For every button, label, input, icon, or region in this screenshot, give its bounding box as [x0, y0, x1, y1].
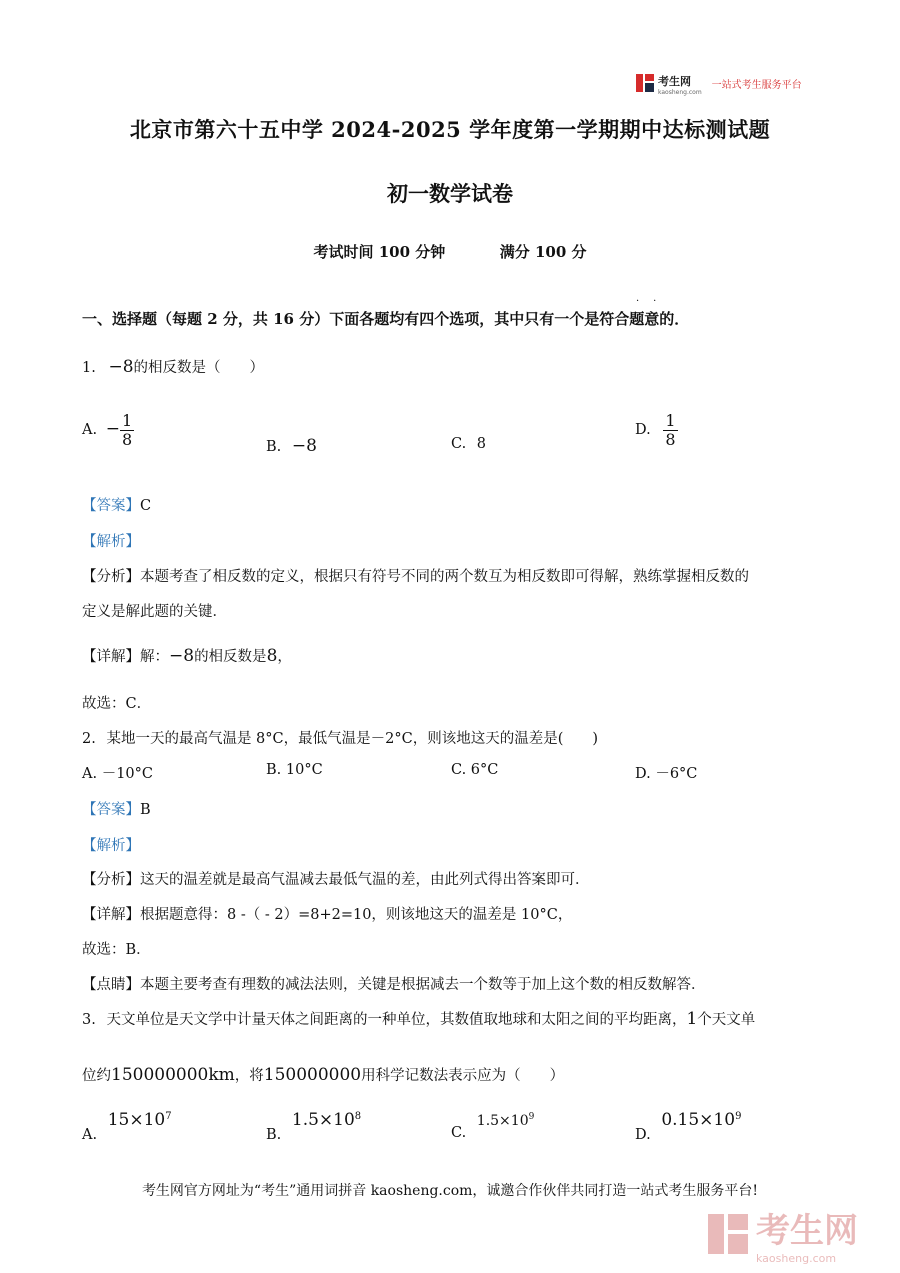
q3-text-1: 天文单位是天文学中计量天体之间距离的一种单位，其数值取地球和太阳之间的平均距离，: [106, 1012, 687, 1028]
q2-fenxi-tag: 【分析】: [82, 872, 140, 888]
q3-option-b-exp: 8: [354, 1111, 362, 1123]
q2-option-c: C. 6°C: [451, 762, 499, 778]
q2-number: 2.: [82, 731, 96, 747]
watermark-text-block: [756, 1203, 858, 1265]
q1-option-d-fraction: [663, 412, 677, 448]
logo-name: 考生网: [658, 75, 691, 88]
question-3-line-1: [82, 1008, 755, 1029]
q2-dianjing: [82, 973, 706, 994]
q3-text-2-pre: 位约: [82, 1068, 111, 1084]
q2-text: 某地一天的最高气温是 8°C，最低气温是－2°C，则该地这天的温差是( ): [106, 731, 599, 747]
watermark-domain: kaosheng.com: [756, 1252, 837, 1265]
header-logo: [636, 72, 802, 94]
question-1: [82, 356, 264, 377]
q3-option-c-exp: 9: [528, 1112, 535, 1122]
q2-answer: [82, 798, 151, 819]
logo-text-block: [658, 70, 702, 96]
q1-math: −8: [108, 357, 134, 377]
q3-option-d-label: D.: [635, 1127, 651, 1143]
q2-option-a: A. －10°C: [82, 766, 153, 782]
q1-option-c-label: C.: [451, 436, 467, 452]
q1-fenxi-line-1: [82, 565, 749, 586]
q2-option-b: B. 10°C: [266, 762, 323, 778]
q3-text-2-math-2: 150000000: [263, 1065, 362, 1085]
exam-subject: 初一数学试卷: [387, 181, 513, 206]
q1-option-a: [82, 412, 134, 448]
q1-detail-pre: 解：: [140, 649, 169, 665]
q2-option-d: D. －6°C: [635, 766, 698, 782]
watermark-row: [706, 1203, 886, 1265]
watermark: [706, 1203, 886, 1263]
q1-option-a-label: A.: [82, 422, 98, 439]
watermark-name: 考生网: [756, 1211, 858, 1251]
logo-slogan: 一站式考生服务平台: [711, 79, 802, 91]
q1-option-b-value: −8: [291, 436, 317, 456]
q3-text-1-math: 1: [686, 1009, 698, 1029]
emphasis-dots: ··: [636, 296, 671, 307]
q1-fenxi-tag: 【分析】: [82, 569, 140, 585]
q3-option-b-label: B.: [266, 1127, 282, 1143]
q3-text-2-end: 用科学记数法表示应为（ ）: [361, 1068, 565, 1084]
q2-detail: [82, 903, 572, 924]
exam-time: 考试时间 100 分钟: [313, 243, 446, 261]
q2-choose: 故选：B．: [82, 942, 151, 958]
q1-option-d-den: 8: [665, 429, 676, 449]
q2-fenxi: [82, 868, 590, 889]
q1-option-a-minus: −: [105, 419, 120, 440]
q1-option-c: [451, 436, 486, 452]
q1-option-b-label: B.: [266, 439, 282, 455]
footer-notice: 考生网官方网址为“考生”通用词拼音 kaosheng.com，诚邀合作伙伴共同打造一站式考生服务平台!: [141, 1183, 759, 1199]
q1-option-a-den: 8: [121, 429, 133, 449]
q1-answer: [82, 494, 151, 515]
q3-text-2-math-1: 150000000km: [111, 1065, 235, 1085]
q2-dianjing-text: 本题主要考查有理数的减法法则，关键是根据减去一个数等于加上这个数的相反数解答．: [140, 977, 706, 993]
exam-score: 满分 100 分: [499, 243, 587, 261]
q1-option-c-value: 8: [476, 436, 487, 452]
q1-detail: [82, 645, 292, 666]
q1-number: 1.: [82, 360, 96, 376]
q3-option-b: [266, 1110, 362, 1143]
q1-option-a-fraction: [120, 412, 134, 448]
question-2: [82, 727, 598, 748]
q2-answer-tag: 【答案】: [82, 802, 140, 818]
q1-detail-math-1: −8: [169, 646, 195, 666]
q3-text-1-end: 个天文单: [697, 1012, 756, 1028]
q1-choose: 故选：C．: [82, 696, 152, 712]
q3-option-d: [635, 1110, 742, 1143]
q1-answer-value: C: [140, 498, 152, 514]
q1-option-a-num: 1: [121, 411, 133, 430]
question-3-line-2: [82, 1064, 564, 1085]
q3-option-b-base: 1.5×10: [291, 1110, 355, 1130]
q1-detail-tag: 【详解】: [82, 649, 140, 665]
q1-option-d-num: 1: [665, 411, 676, 430]
q1-detail-end: ，: [277, 649, 292, 665]
logo-domain: kaosheng.com: [658, 89, 702, 96]
q1-text: 的相反数是（ ）: [133, 360, 265, 376]
q2-dianjing-tag: 【点睛】: [82, 977, 140, 993]
q3-option-c: [451, 1112, 535, 1141]
q3-option-d-exp: 9: [735, 1111, 742, 1123]
section-heading: 一、选择题（每题 2 分，共 16 分）下面各题均有四个选项，其中只有一个是符合题意的．: [82, 310, 690, 328]
q2-answer-value: B: [140, 802, 151, 818]
q1-option-d: [635, 412, 678, 448]
q3-option-a-base: 15×10: [107, 1110, 166, 1130]
q3-option-c-label: C.: [451, 1124, 467, 1141]
q1-answer-tag: 【答案】: [82, 498, 140, 514]
q3-option-c-base: 1.5×10: [476, 1112, 529, 1129]
q2-detail-text: 根据题意得：8 -（ - 2）=8+2=10，则该地这天的温差是 10°C，: [140, 907, 573, 923]
exam-meta: [0, 241, 900, 262]
q2-detail-tag: 【详解】: [82, 907, 140, 923]
q2-analysis-tag: 【解析】: [82, 838, 140, 854]
q2-fenxi-text: 这天的温差就是最高气温减去最低气温的差，由此列式得出答案即可．: [140, 872, 590, 888]
q3-number: 3.: [82, 1012, 96, 1028]
q3-option-d-base: 0.15×10: [661, 1110, 736, 1130]
q3-option-a-label: A.: [82, 1127, 98, 1143]
q1-analysis-tag: 【解析】: [82, 534, 140, 550]
kaosheng-logo-icon: [636, 74, 654, 92]
q1-fenxi-text-1: 本题考查了相反数的定义，根据只有符号不同的两个数互为相反数即可得解，熟练掌握相反数的: [140, 569, 749, 585]
q3-option-a: [82, 1110, 172, 1143]
q3-text-2-mid: ，将: [234, 1068, 264, 1084]
watermark-logo-icon: [706, 1210, 750, 1258]
q1-fenxi-line-2: 定义是解此题的关键．: [82, 604, 227, 620]
q1-detail-math-2: 8: [266, 646, 278, 666]
q3-option-a-exp: 7: [165, 1111, 172, 1123]
q1-detail-mid: 的相反数是: [194, 649, 267, 665]
exam-title: 北京市第六十五中学 2024-2025 学年度第一学期期中达标测试题: [129, 117, 771, 142]
q1-option-d-label: D.: [635, 422, 651, 439]
q1-option-b: [266, 436, 317, 456]
